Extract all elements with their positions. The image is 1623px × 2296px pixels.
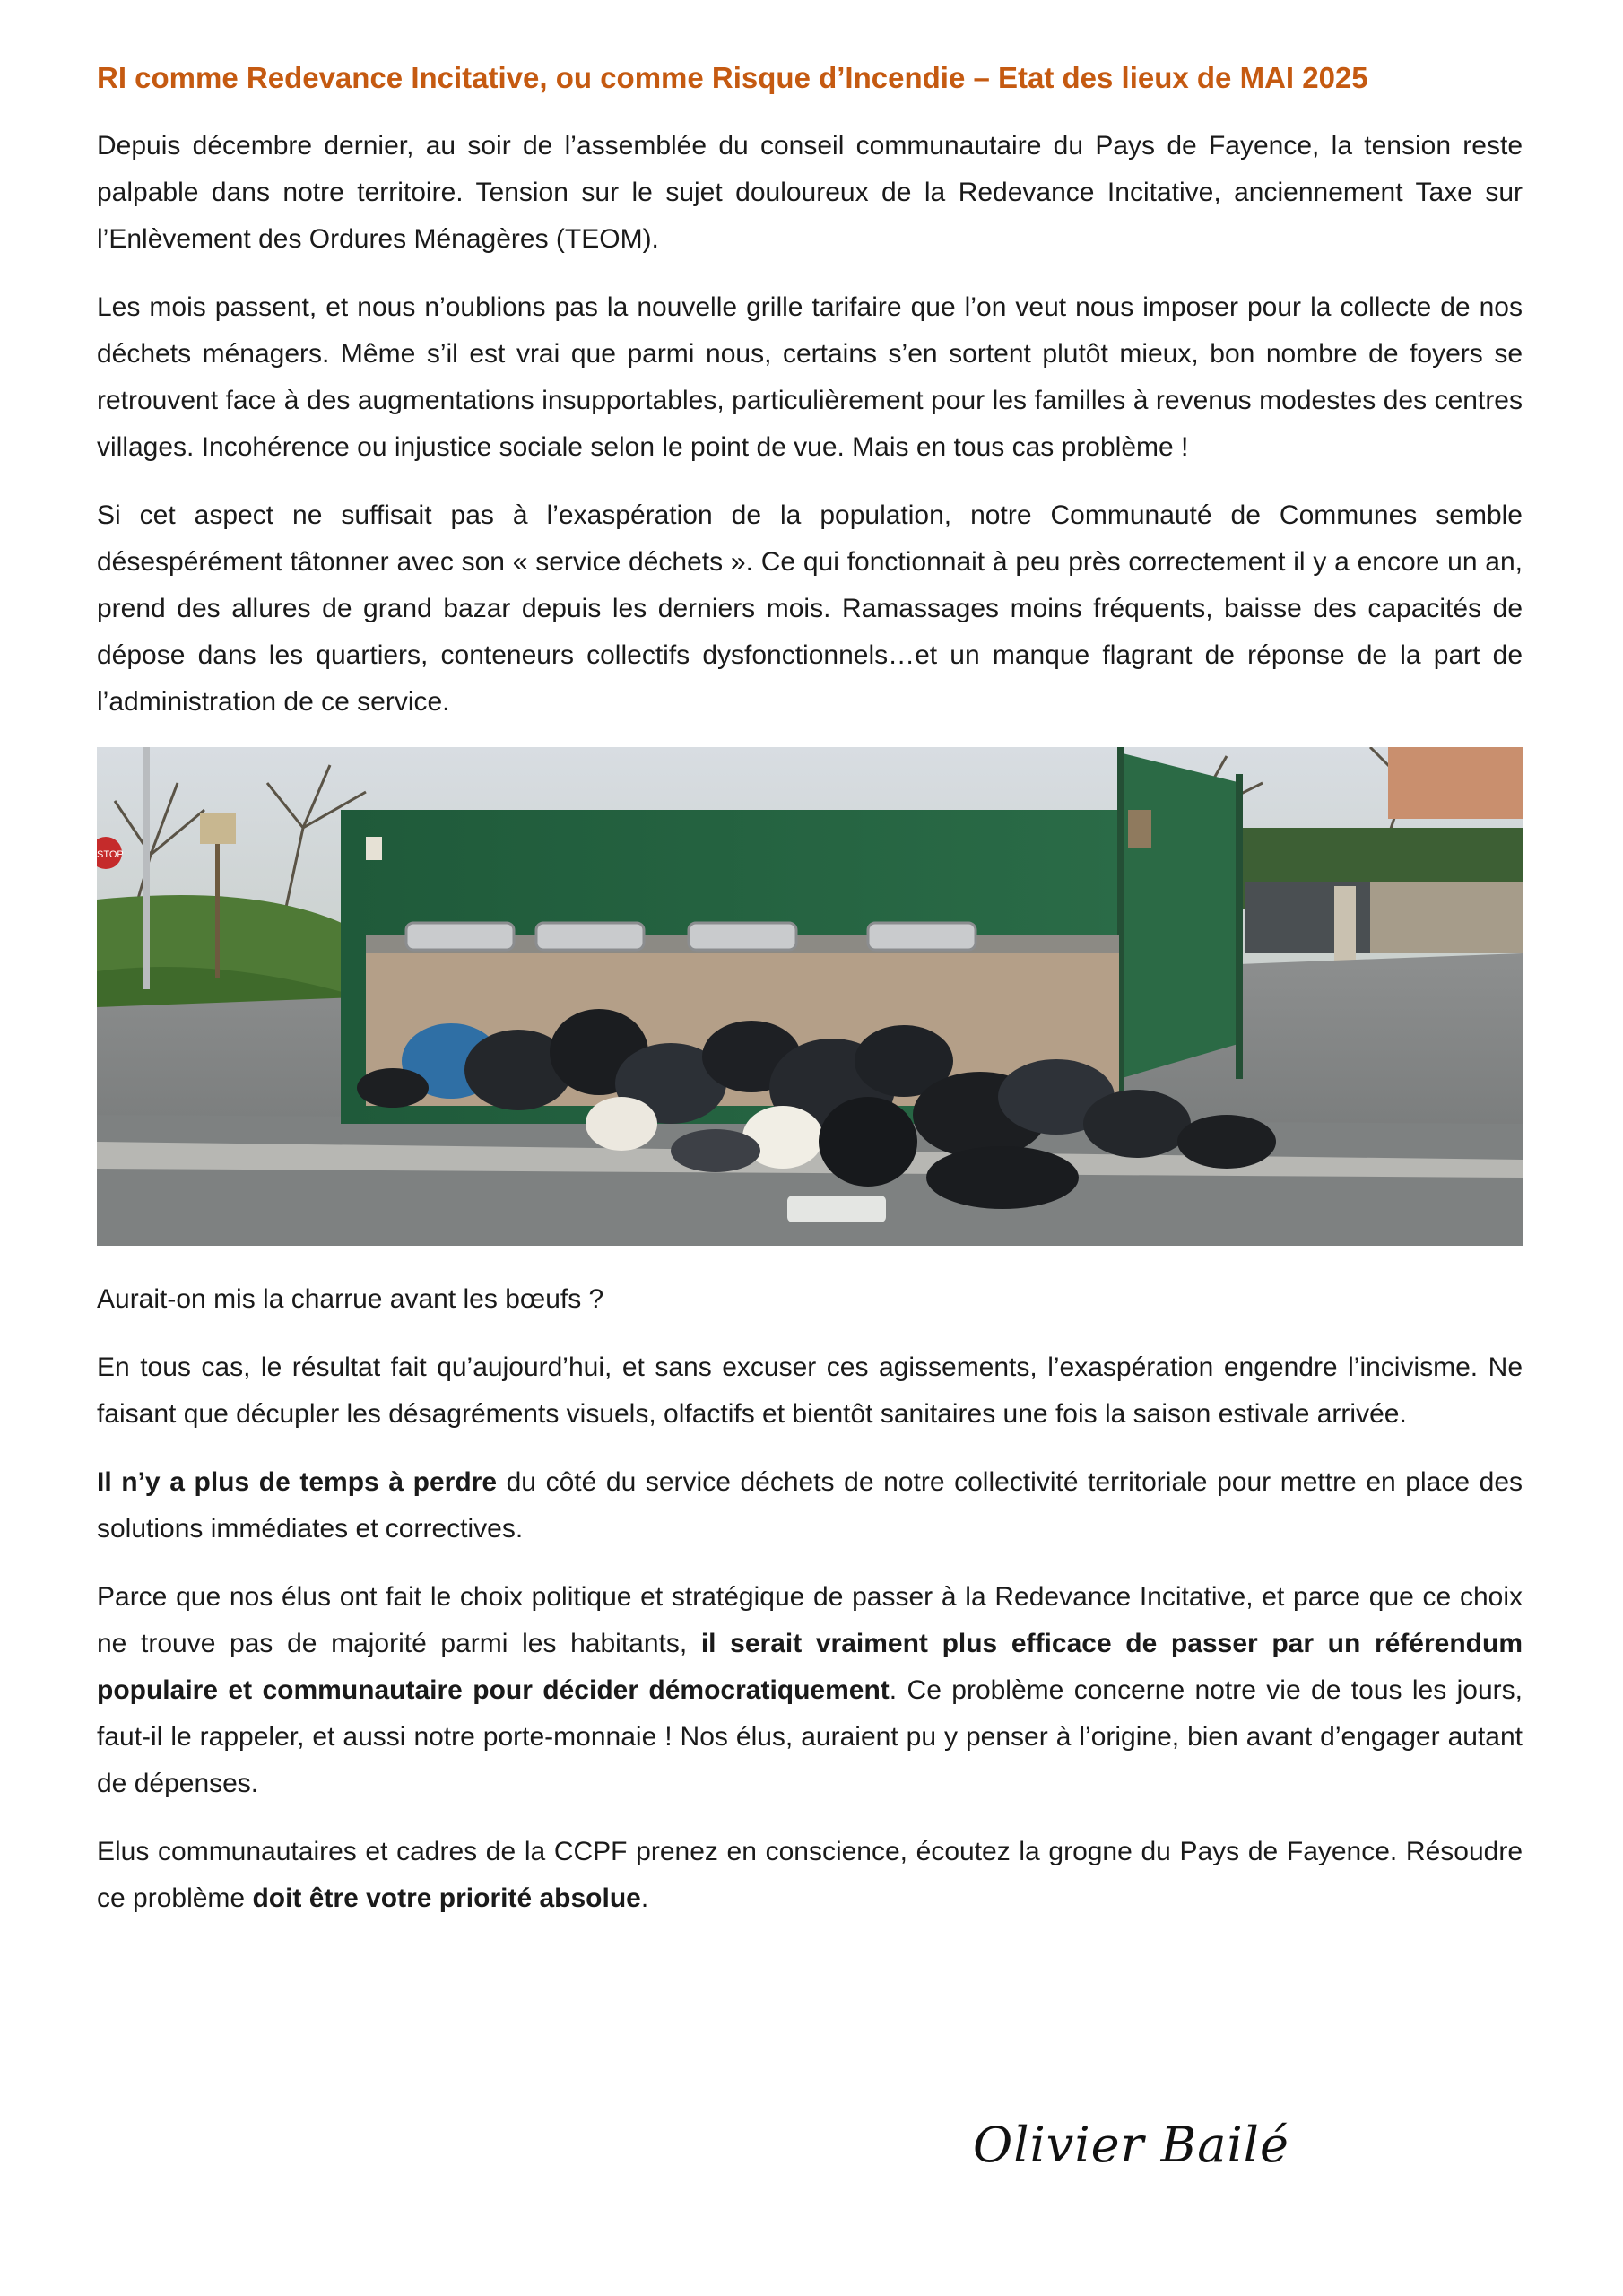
- signature: Olivier Bailé: [973, 2117, 1289, 2173]
- conclusion-emphasis: doit être votre priorité absolue: [252, 1883, 641, 1913]
- referendum-text-end: . Ce problème concerne notre vie de tous les jours, faut-il le rappeler, et aussi notre porte-monnaie ! Nos élus, auraient pu y penser à l’origine, bien avant d’engager autant de dépenses.: [97, 1674, 1523, 1798]
- container-lids: [406, 923, 976, 950]
- paragraph-conclusion: [97, 1829, 1523, 1922]
- urgency-emphasis: Il n’y a plus de temps à perdre: [97, 1466, 498, 1497]
- urgency-text: du côté du service déchets de notre collectivité territoriale pour mettre en place des solutions immédiates et correctives.: [97, 1466, 1523, 1544]
- garbage-photo: [97, 747, 1523, 1246]
- svg-text:STOP: STOP: [97, 848, 124, 860]
- paragraph-tariff: Les mois passent, et nous n’oublions pas la nouvelle grille tarifaire que l’on veut nous imposer pour la collecte de nos déchets ménagers. Même s’il est vrai que parmi nous, certains s’en sortent plutôt mieux, bon nombre de foyers se retrouvent face à des augmentations insupportables, particulièrement pour les familles à revenus modestes des centres villages. Incohérence ou injustice sociale selon le point de vue. Mais en tous cas problème !: [97, 291, 1523, 462]
- paragraph-urgency: [97, 1459, 1523, 1552]
- conclusion-text-start: Elus communautaires et cadres de la CCPF prenez en conscience, écoutez la grogne du Pays de Fayence. Résoudre ce problème: [97, 1836, 1523, 1913]
- document-title: RI comme Redevance Incitative, ou comme Risque d’Incendie – Etat des lieux de MAI 2025: [97, 61, 1368, 94]
- paragraph-question: Aurait-on mis la charrue avant les bœufs ?: [97, 1283, 604, 1314]
- conclusion-text-end: .: [640, 1883, 649, 1913]
- document-page: [97, 59, 1523, 1944]
- referendum-emphasis: il serait vraiment plus efficace de passer par un référendum populaire et communautaire pour décider démocratiquement: [97, 1628, 1523, 1705]
- paragraph-incivism: En tous cas, le résultat fait qu’aujourd’hui, et sans excuser ces agissements, l’exaspération engendre l’incivisme. Ne faisant que décupler les désagréments visuels, olfactifs et bientôt sanitaires une fois la saison estivale arrivée.: [97, 1352, 1523, 1429]
- paragraph-intro: Depuis décembre dernier, au soir de l’assemblée du conseil communautaire du Pays de Fayence, la tension reste palpable dans notre territoire. Tension sur le sujet douloureux de la Redevance Incitative, anciennement Taxe sur l’Enlèvement des Ordures Ménagères (TEOM).: [97, 130, 1523, 254]
- paragraph-referendum: [97, 1574, 1523, 1807]
- referendum-text-start: Parce que nos élus ont fait le choix politique et stratégique de passer à la Redevance Incitative, et parce que ce choix ne trouve pas de majorité parmi les habitants,: [97, 1581, 1523, 1658]
- paragraph-service: Si cet aspect ne suffisait pas à l’exaspération de la population, notre Communauté de Communes semble désespérément tâtonner avec son « service déchets ». Ce qui fonctionnait à peu près correctement il y a encore un an, prend des allures de grand bazar depuis les derniers mois. Ramassages moins fréquents, baisse des capacités de dépose dans les quartiers, conteneurs collectifs dysfonctionnels…et un manque flagrant de réponse de la part de l’administration de ce service.: [97, 500, 1523, 717]
